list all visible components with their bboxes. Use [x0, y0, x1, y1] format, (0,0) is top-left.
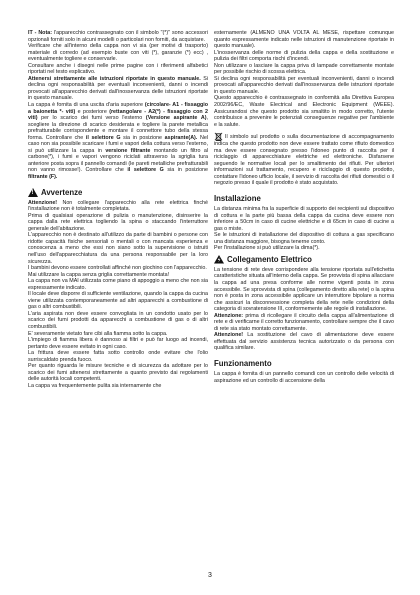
text-run: l'apparecchio contrassegnato con il simbolo "(*)" sono accessori opzionali forniti solo in alcuni modelli o particolari non forniti, da acquistare.: [28, 30, 208, 43]
cleaning-paragraph: esternamente (ALMENO UNA VOLTA AL MESE, rispettare comunque quanto espressamente indicato nelle istruzioni di manutenzione riportate in questo manuale).: [214, 30, 394, 50]
crossed-bin-icon: [214, 132, 223, 141]
text-run: versione filtrante: [105, 147, 151, 154]
text-run: filtrante (F).: [28, 174, 58, 181]
weee-directive-paragraph: Questo apparecchio è contrassegnato in conformità alla Direttiva Europea 2002/96/EC, Waste Electrical and Electronic Equipment (WEEE). Assicurandosi che questo prodotto sia smaltito in modo corretto, l'utente contribuisce a prevenire le potenziali conseguenze negative per l'ambiente e la salute.: [214, 95, 394, 128]
text-run: Si declina ogni responsabilità per eventuali inconvenienti, danni o incendi provocati all'apparecchio derivati dall'inosservanza delle istruzioni riportate in questo manuale.: [28, 75, 208, 102]
text-run: Attenzione:: [214, 312, 244, 319]
lamps-paragraph: Non utilizzare o lasciare la cappa priva di lampade correttamente montate per possibile rischio di scossa elettrica.: [214, 62, 394, 76]
text-run: , scegliere la direzione di scarico desiderata e togliere la parete metallica prefratturabile corrispondente e montare il connettore tubo della stessa forma. Controllare che: [28, 115, 208, 141]
warning-paragraph-12: Per quanto riguarda le misure tecniche e di sicurezza da adottare per lo scarico dei fumi attenersi strettamente a quanto previsto dai regolamenti delle autorità locali competenti.: [28, 363, 208, 383]
text-run: (Versione aspirante A): [145, 115, 207, 122]
warning-paragraph-6: La cappa non va MAI utilizzata come piano di appoggio a meno che non sia espressamente indicato.: [28, 278, 208, 291]
text-run: prima di ricollegare il circuito della cappa all'alimentazione di rete e di verificarne il corretto funzionamento, controllare sempre che il cavo di rete sia stato montato correttamente.: [214, 312, 394, 332]
text-run: aspirante(A).: [164, 134, 198, 141]
text-run: Attenzione!: [214, 332, 244, 339]
text-run: montando un filtro al carbone(*), i fumi e vapori vengono riciclati attraverso la sgriglia tura anteriore posta sopra il pannello comandi (le pareti metalliche prefratturabili non vanno rimosse!). Controllare che: [28, 147, 209, 174]
warning-paragraph-11: La frittura deve essere fatta sotto controllo onde evitare che l'olio surriscaldato prenda fuoco.: [28, 350, 208, 363]
text-run: sia in posizione: [120, 134, 165, 141]
text-run: il selettore G: [127, 167, 164, 174]
drawings-paragraph: Consultare anche i disegni nelle prime pagine con i riferimenti alfabetici riportati nel testo esplicativo.: [28, 62, 208, 76]
warning-paragraph-4: I bambini devono essere controllati affinché non giochino con l'apparecchio.: [28, 265, 207, 272]
right-column: [214, 30, 394, 384]
transport-paragraph: Verificare che all'interno della cappa non vi sia (per motivi di trasporto) materiale di corredo (ad esempio buste con viti (*), garanzie (*) ecc) , eventualmente togliere e conservarle.: [28, 43, 208, 63]
manual-paragraph: [28, 76, 208, 102]
text-run: Attenersi strettamente alle istruzioni riportate in questo manuale.: [28, 75, 201, 82]
warning-paragraph-2: Prima di qualsiasi operazione di pulizia o manutenzione, disinserire la cappa dalla rete elettrica togliendo la spina o staccando l'interruttore generale dell'abitazione.: [28, 212, 208, 232]
text-run: La cappa è fornita di una uscita d'aria superiore: [28, 102, 145, 109]
liability-paragraph: Si declina ogni responsabilità per eventuali inconvenienti, danni o incendi provocati all'apparecchio derivati dall'inosservanza delle istruzioni riportate in questo manuale.: [214, 75, 394, 95]
note-paragraph: [28, 30, 208, 43]
installation-heading: Installazione: [214, 194, 261, 204]
outlet-paragraph: [28, 102, 208, 181]
text-run: IT - Nota:: [28, 30, 54, 36]
text-run: e posteriore: [75, 108, 110, 115]
text-run: per lo scarico dei fumi verso l'esterno: [37, 115, 146, 122]
text-run: La sostituzione del cavo di alimentazione deve essere effettuata dal servizio assistenza tecnica autorizzato o da persona con qualifica similare.: [214, 332, 394, 352]
warning-paragraph-13: La cappa va frequentemente pulita sia internamente che: [28, 382, 162, 389]
warnings-heading: [28, 188, 208, 198]
weee-symbol-text: Il simbolo sul prodotto o sulla documentazione di accompagnamento indica che questo prodotto non deve essere trattato come rifiuto domestico ma deve essere consegnato presso l'idoneo punto di raccolta per il riciclaggio di apparecchiature elettriche ed elettroniche. Disfarsene seguendo le normative locali per lo smaltimento dei rifiuti. Per ulteriori informazioni sul trattamento, recupero e riciclaggio di questo prodotto, contattare l'idoneo ufficio locale, il servizio di raccolta dei rifiuti domestici o il negozio presso il quale il prodotto è stato acquistato.: [214, 134, 394, 187]
installation-paragraph-1: La distanza minima fra la superficie di supporto dei recipienti sul dispositivo di cottura e la parte più bassa della cappa da cucina deve essere non inferiore a 50cm in caso di cucine elettriche e di 65cm in caso di cucine a gas o miste.: [214, 206, 394, 232]
operation-paragraph: La cappa è fornita di un pannello comandi con un controllo delle velocità di aspirazione ed un controllo di accensione della: [214, 370, 394, 384]
fire-risk-paragraph: L'inosservanza delle norme di pulizia della cappa e della sostituzione e pulizia dei filtri comporta rischi d'incendi.: [214, 49, 394, 63]
text-run: (rettangolare - A2(*) - fissaggio con 2 viti): [28, 108, 208, 122]
installation-paragraph-2: Se le istruzioni di installazione del dispositivo di cottura a gas specificano una distanza maggiore, bisogna tenerne conto.: [214, 232, 394, 245]
electrical-paragraph-1: La tensione di rete deve corrispondere alla tensione riportata sull'etichetta caratteristiche situata all'interno della cappa. Se provvista di spina allacciare la cappa ad una presa conforme alle norme vigenti posta in zona accessibile. Se sprovvista di spina (collegamento diretto alla rete) o la spina non è posta in zona accessibile applicare un interruttore bipolare a norma che assicuri la disconnessione completa della rete nelle condizioni della categoria di sovratensione III, conformemente alle regole di installazione.: [214, 266, 394, 313]
warning-paragraph-1: [28, 200, 208, 213]
page-number: 3: [208, 572, 212, 579]
left-column: [28, 30, 208, 389]
warning-paragraph-9: E' severamente vietato fare cibi alla fiamma sotto la cappa.: [28, 330, 168, 337]
warning-paragraph-8: L'aria aspirata non deve essere convogliata in un condotto usato per lo scarico dei fumi prodotti da apparecchi a combustione di gas o di altri combustibili.: [28, 310, 208, 330]
warning-paragraph-10: L'impiego di fiamma libera è dannoso ai filtri e può far luogo ad incendi, pertanto deve essere evitato in ogni caso.: [28, 337, 208, 350]
warnings-heading-text: Avvertenze: [41, 187, 83, 197]
electrical-paragraph-2: [214, 313, 394, 333]
text-run: Non collegare l'apparecchio alla rete elettrica finché l'installazione non è totalmente completata.: [28, 199, 208, 213]
warning-paragraph-3: L'apparecchio non è destinato all'utilizzo da parte di bambini o persone con ridotte capacità fisiche sensoriali o mentali o con mancata esperienza e conoscenza a meno che essi non siano sotto la supervisione o istruiti nell'uso dell'apparecchiatura da una persona responsabile per la loro sicurezza.: [28, 232, 208, 265]
text-run: sia in posizione: [163, 167, 208, 174]
electrical-heading-text: Collegamento Elettrico: [227, 254, 312, 264]
warning-paragraph-5: Mai utilizzare la cappa senza griglia correttamente montata!: [28, 271, 170, 278]
installation-paragraph-3: Per l'installazione si può utilizzare la dima(*).: [214, 245, 320, 252]
warning-paragraph-7: Il locale deve disporre di sufficiente ventilazione, quando la cappa da cucina viene utilizzata contemporaneamente ad altri apparecchi a combustione di gas o altri combustibili.: [28, 291, 208, 311]
electric-bolt-icon: [214, 255, 224, 264]
electrical-paragraph-3: [214, 332, 394, 352]
text-run: Nel caso non sia possibile scaricare i fumi e vapori della cottura verso l'esterno, si può utilizzare la cappa in: [28, 134, 208, 154]
text-run: il selettore G: [85, 134, 121, 141]
operation-heading: Funzionamento: [214, 358, 272, 368]
text-run: (circolare- A1 - fissaggio a baionetta *- viti): [28, 102, 209, 115]
warning-triangle-icon: [28, 188, 38, 197]
text-run: Attenzione!: [28, 199, 58, 206]
electrical-heading: [214, 255, 394, 265]
weee-symbol-paragraph: [214, 132, 394, 187]
